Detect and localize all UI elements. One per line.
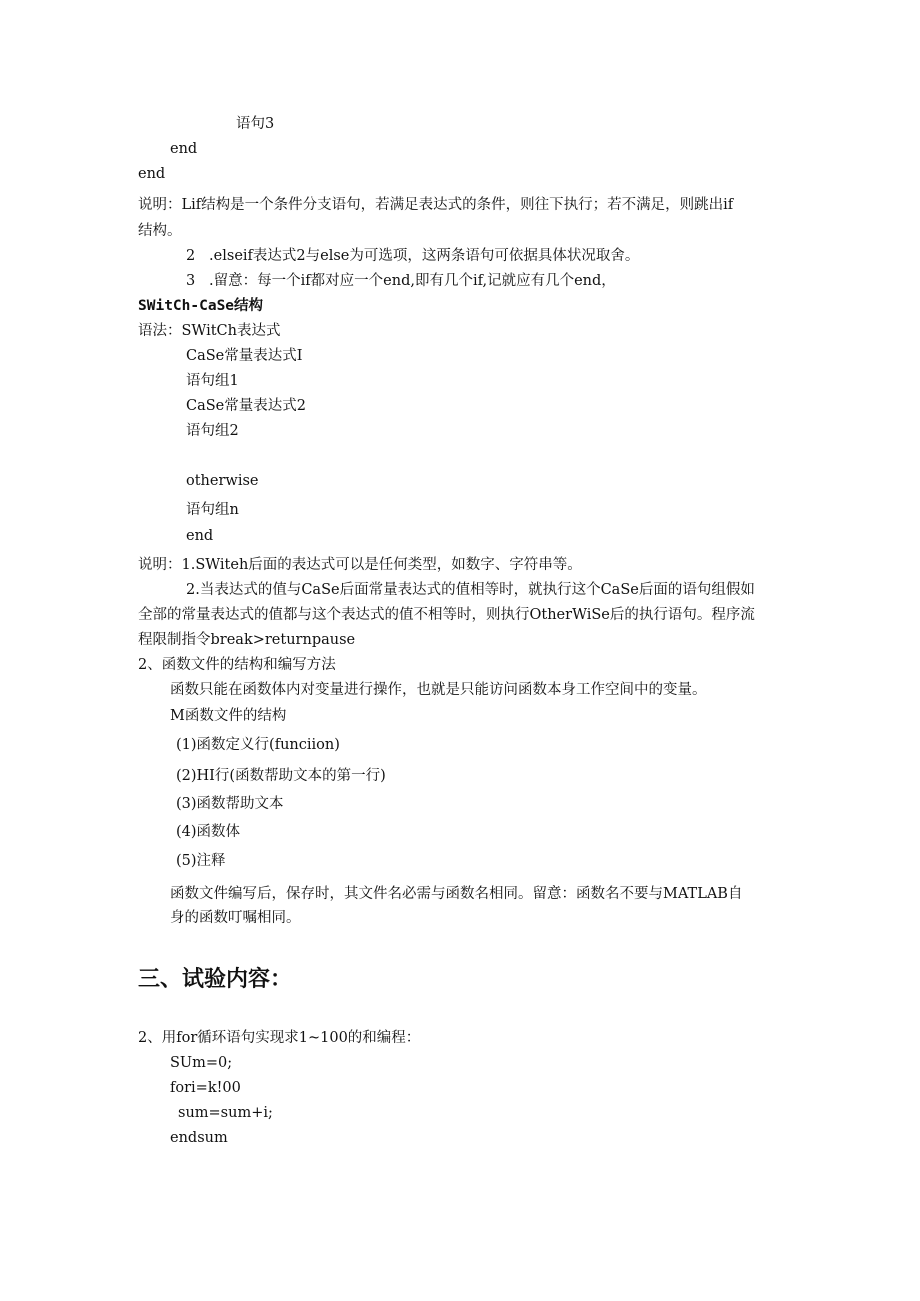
text-line: end: [138, 166, 166, 182]
text-line: 说明：Lif结构是一个条件分支语句，若满足表达式的条件，则往下执行；若不满足，则跳出if: [138, 197, 734, 213]
text-line: 语句组2: [186, 423, 239, 439]
text-line: 2 .elseif表达式2与else为可选项，这两条语句可依据具体状况取舍。: [186, 248, 640, 264]
text-line: 语句组1: [186, 373, 239, 389]
text-line: 程限制指令break>returnpause: [138, 632, 356, 648]
code-line: SUm=0;: [170, 1055, 233, 1071]
code-line: fori=k!00: [170, 1080, 241, 1096]
code-line: sum=sum+i;: [178, 1105, 273, 1121]
text-line: 2.当表达式的值与CaSe后面常量表达式的值相等时，就执行这个CaSe后面的语句组假如: [186, 582, 755, 598]
text-line: 说明：1.SWiteh后面的表达式可以是任何类型，如数字、字符串等。: [138, 557, 582, 573]
text-line: CaSe常量表达式2: [186, 398, 306, 414]
list-item: (4)函数体: [176, 824, 241, 840]
code-line: endsum: [170, 1130, 228, 1146]
text-line: otherwise: [186, 473, 259, 489]
text-line: end: [170, 141, 198, 157]
list-item: (5)注释: [176, 853, 226, 869]
text-line: 全部的常量表达式的值都与这个表达式的值不相等时，则执行OtherWiSe后的执行语句。程序流: [138, 607, 755, 623]
text-line: 语法：SWitCh表达式: [138, 323, 281, 339]
text-line: 函数文件编写后，保存时，其文件名必需与函数名相同。留意：函数名不要与MATLAB自: [170, 886, 743, 902]
section-heading: SWitCh-CaSe结构: [138, 298, 264, 314]
text-line: M函数文件的结构: [170, 708, 287, 724]
list-item: (1)函数定义行(funciion): [176, 737, 340, 753]
text-line: 语句3: [236, 116, 275, 132]
text-line: 3 .留意：每一个if都对应一个end,即有几个if,记就应有几个end，: [186, 273, 616, 289]
text-line: 函数只能在函数体内对变量进行操作，也就是只能访问函数本身工作空间中的变量。: [170, 682, 707, 698]
subsection-heading: 2、函数文件的结构和编写方法: [138, 657, 336, 673]
text-line: 身的函数叮嘱相同。: [170, 910, 301, 926]
text-line: end: [186, 528, 214, 544]
chapter-heading: 三、试验内容：: [138, 967, 293, 992]
text-line: 语句组n: [186, 502, 239, 518]
text-line: 2、用for循环语句实现求1~100的和编程：: [138, 1030, 421, 1046]
list-item: (3)函数帮助文本: [176, 796, 284, 812]
text-line: CaSe常量表达式I: [186, 348, 303, 364]
text-line: 结构。: [138, 223, 182, 239]
list-item: (2)HI行(函数帮助文本的第一行): [176, 768, 386, 784]
